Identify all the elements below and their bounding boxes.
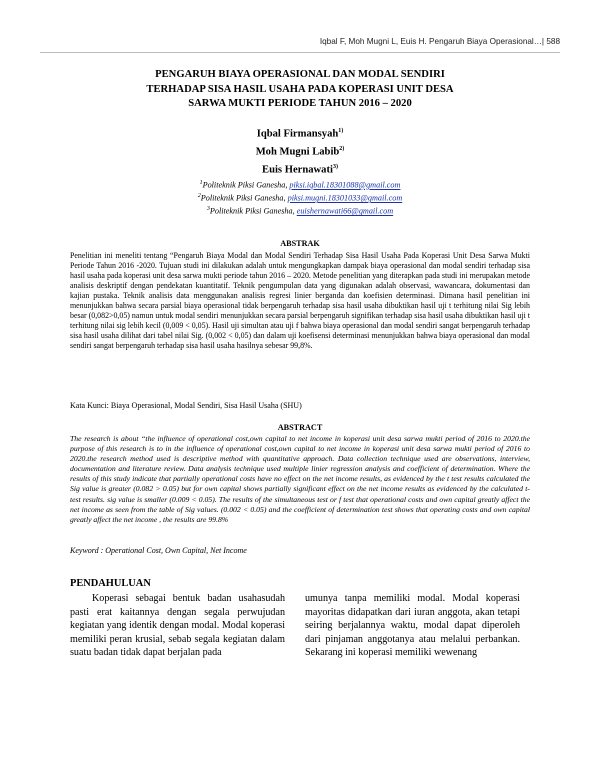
author-1: Iqbal Firmansyah$^{1)}$ <box>256 128 344 140</box>
intro-left-column: Koperasi sebagai bentuk badan usahasudah pasti erat kaitannya dengan segala perwujudan kegiatan yang identik dengan modal. Modal koperasi memiliki peran krusial, sebab segala kegiatan dalam suatu badan tidak dapat berjalan pada <box>70 593 285 659</box>
intro-right-column: umunya tanpa memiliki modal. Modal koperasi mayoritas didapatkan dari iuran anggota, akan tetapi seiring berjalannya waktu, modal dapat diperoleh dari pinjaman anggotanya atau melalui perbankan. Sekarang ini koperasi memiliki wewenang <box>305 593 520 659</box>
affiliation-3: $^3$Politeknik Piksi Ganesha, euishernawati66@gmail.com <box>206 206 394 217</box>
affiliation-list <box>60 178 540 218</box>
email-link-2[interactable]: piksi.mugni.18301033@gmail.com <box>287 193 403 203</box>
abstract-body: The research is about “the influence of operational cost,own capital to net income in koperasi unit desa sarwa mukti period of 2016 to 2020.the purpose of this research is to in the influence of operational cost,own capital to net income in koperasi unit desa sarwa mukti period of 2016 to 2020.the research method used is descriptive method with quantitative approach. Data collection technique used are observations, interview, documentation and literature review. Data analysis technique used multiple linier regression analysis and coefficient of determination. Where the results of this study indicate that partially operational costs have no effect on the net income results, as evidenced by the t test results calculated the Sig value is greater (0.082 > 0.05) but for own capital shows partially significant effect on the net income results as evidenced by the calculated t-test results. sig value is smaller (0.009 < 0.05). The results of the simultaneous test or f test that operational costs and own capital greatly affect the net income as seen from the table of Sig values. (0.002 < 0.05) and the coefficient of determination test shows that operating costs and own capital greatly affect the net income , the results are 99.8% <box>70 434 530 524</box>
running-head: Iqbal F, Moh Mugni L, Euis H. Pengaruh Biaya Operasional…| 588 <box>319 37 560 46</box>
email-link-1[interactable]: piksi.iqbal.18301088@gmail.com <box>289 180 401 190</box>
affiliation-1: $^1$Politeknik Piksi Ganesha, piksi.iqbal.18301088@gmail.com <box>199 180 401 190</box>
section-heading-pendahuluan: PENDAHULUAN <box>70 578 151 589</box>
abstrak-body: Penelitian ini meneliti tentang “Pengaruh Biaya Modal dan Modal Sendiri Terhadap Sisa Hasil Usaha Pada Koperasi Unit Desa Sarwa Mukti Periode Tahun 2016 -2020. Tujuan studi ini dilakukan adalah untuk mengungkapkan dampak biaya operasional dan modal sendiri terhadap sisa hasil usaha pada koperasi unit desa sarwa mukti periode tahun 2016 – 2020. Metode penelitian yang diterapkan pada studi ini merupakan metode analisis deskriptif dengan pendekatan kuantitatif. Teknik pengumpulan data yang digunakan adalah observasi, wawancara, dokumentasi dan kajian pustaka. Teknik analisis data menggunakan analisis regresi linier berganda dan koefisien determinasi. Dimana hasil penelitian ini menunjukkan bahwa secara parsial biaya operasional tidak berpengaruh terhadap sisa hasil usaha dibuktikan hasil uji t terhitung nilai Sig lebih besar (0,082>0,05) namun untuk modal sendiri menunjukkan secara parsial berpengaruh signifikan terhadap sisa hasil usaha dibuktikan hasil uji t terhitung nilai sig lebih kecil (0,009 < 0,05). Hasil uji simultan atau uji f bahwa biaya operasional dan modal sendiri sangat berpengaruh terhadap sisa hasil usaha dilihat dari tabel nilai Sig. (0,002 < 0,05) dan dalam uji koefisensi determinasi menunjukkan bahwa biaya operasional dan modal sendiri sangat berpengaruh terhadap sisa hasil usaha hasilnya sebesar 99,8%. <box>70 251 530 351</box>
abstract-heading: ABSTRACT <box>277 423 323 432</box>
keyword-line: Keyword : Operational Cost, Own Capital, Net Income <box>70 546 247 555</box>
author-2: Moh Mugni Labib$^{2)}$ <box>255 146 345 158</box>
affiliation-2: $^2$Politeknik Piksi Ganesha, piksi.mugni.18301033@gmail.com <box>197 193 403 203</box>
header-rule <box>40 52 560 53</box>
author-list <box>60 124 540 178</box>
paper-title: PENGARUH BIAYA OPERASIONAL DAN MODAL SENDIRI TERHADAP SISA HASIL USAHA PADA KOPERASI UNIT DESA SARWA MUKTI PERIODE TAHUN 2016 – 2020 <box>146 69 454 109</box>
kata-kunci: Kata Kunci: Biaya Operasional, Modal Sendiri, Sisa Hasil Usaha (SHU) <box>70 401 302 410</box>
email-link-3[interactable]: euishernawati66@gmail.com <box>296 207 394 217</box>
author-3: Euis Hernawati$^{3)}$ <box>262 164 338 176</box>
abstrak-heading: ABSTRAK <box>280 239 320 248</box>
